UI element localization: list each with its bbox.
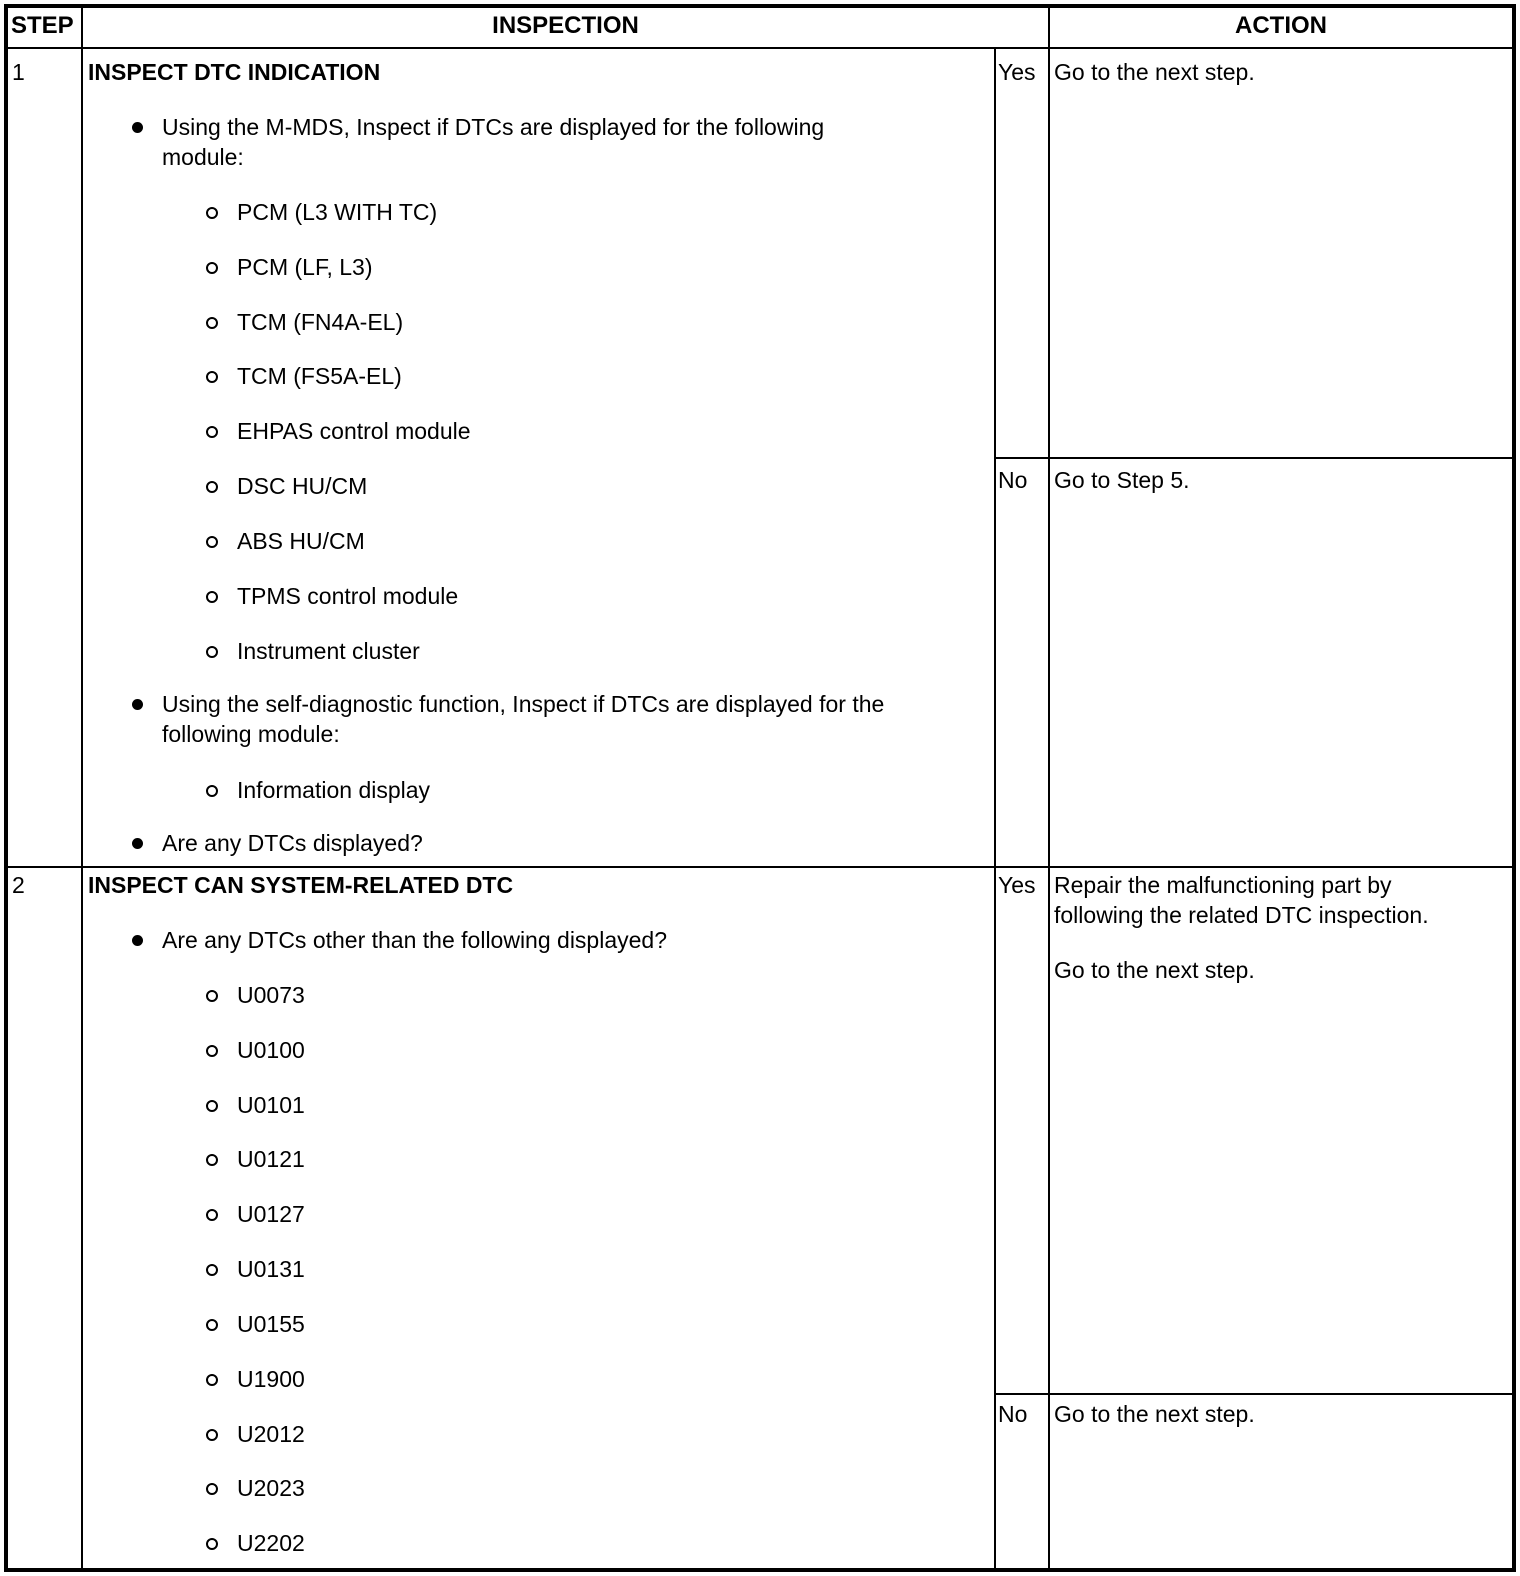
step1-number: 1 [12,59,25,85]
step1-module: ABS HU/CM [237,528,365,554]
step2-code: U0131 [237,1256,305,1282]
step2-yes-action-line2: following the related DTC inspection. [1054,902,1429,928]
step1-no-label: No [998,467,1028,493]
sub-bullet-icon [206,1319,218,1331]
sub-bullet-icon [206,1154,218,1166]
table-border-bottom [4,1568,1516,1572]
sub-bullet-icon [206,1100,218,1112]
step2-code: U0073 [237,982,305,1008]
step1-module: TCM (FS5A-EL) [237,363,402,389]
sub-bullet-icon [206,591,218,603]
sub-bullet-icon [206,536,218,548]
divider-step-rows [4,866,1516,868]
sub-bullet-icon [206,1264,218,1276]
step1-bullet1-line1: Using the M-MDS, Inspect if DTCs are displayed for the following [162,114,825,140]
step2-code: U2202 [237,1530,305,1556]
divider-step-column [81,4,83,1572]
step2-code: U0101 [237,1092,305,1118]
step2-code: U2023 [237,1475,305,1501]
step2-code: U2012 [237,1421,305,1447]
step1-yes-label: Yes [998,59,1036,85]
step1-bullet2-line2: following module: [162,721,340,747]
step1-title: INSPECT DTC INDICATION [88,59,381,85]
step2-code: U0121 [237,1146,305,1172]
step1-yes-action: Go to the next step. [1054,59,1255,85]
sub-bullet-icon [206,990,218,1002]
bullet-icon [132,935,143,946]
step1-module: DSC HU/CM [237,473,368,499]
sub-bullet-icon [206,317,218,329]
sub-bullet-icon [206,1045,218,1057]
sub-bullet-icon [206,785,218,797]
sub-bullet-icon [206,1429,218,1441]
step2-number: 2 [12,872,25,898]
step1-module2: Information display [237,777,431,803]
step1-bullet2-line1: Using the self-diagnostic function, Inspect if DTCs are displayed for the [162,691,885,717]
sub-bullet-icon [206,426,218,438]
step1-module: PCM (L3 WITH TC) [237,199,438,225]
step2-code: U1900 [237,1366,305,1392]
sub-bullet-icon [206,1209,218,1221]
table-border-right [1512,4,1516,1572]
bullet-icon [132,838,143,849]
sub-bullet-icon [206,262,218,274]
divider-action-column [1048,4,1050,1572]
sub-bullet-icon [206,207,218,219]
step2-yes-action2: Go to the next step. [1054,957,1255,983]
step1-module: EHPAS control module [237,418,471,444]
step2-code: U0127 [237,1201,305,1227]
bullet-icon [132,699,143,710]
step1-module: TCM (FN4A-EL) [237,309,404,335]
header-action: ACTION [1235,12,1327,39]
step1-module: PCM (LF, L3) [237,254,373,280]
sub-bullet-icon [206,1374,218,1386]
step2-title: INSPECT CAN SYSTEM-RELATED DTC [88,872,514,898]
dtc-inspection-table [4,4,1516,1572]
step2-code: U0100 [237,1037,305,1063]
step2-no-action: Go to the next step. [1054,1401,1255,1427]
bullet-icon [132,122,143,133]
step1-bullet3: Are any DTCs displayed? [162,830,423,856]
step1-module: Instrument cluster [237,638,420,664]
divider-header-row [4,47,1516,49]
sub-bullet-icon [206,481,218,493]
sub-bullet-icon [206,1538,218,1550]
divider-step2-yesno [994,1393,1516,1395]
step1-bullet1-line2: module: [162,144,244,170]
table-border-top [4,4,1516,8]
step1-module: TPMS control module [237,583,459,609]
step2-yes-action-line1: Repair the malfunctioning part by [1054,872,1392,898]
step2-no-label: No [998,1401,1028,1427]
step2-bullet1: Are any DTCs other than the following displayed? [162,927,668,953]
step2-yes-label: Yes [998,872,1036,898]
table-border-left [4,4,8,1572]
step2-code: U0155 [237,1311,305,1337]
step1-no-action: Go to Step 5. [1054,467,1190,493]
sub-bullet-icon [206,1483,218,1495]
divider-yesno-column [994,49,996,1572]
sub-bullet-icon [206,371,218,383]
header-step: STEP [11,12,74,39]
header-inspection: INSPECTION [492,12,639,39]
divider-step1-yesno [994,457,1516,459]
sub-bullet-icon [206,646,218,658]
